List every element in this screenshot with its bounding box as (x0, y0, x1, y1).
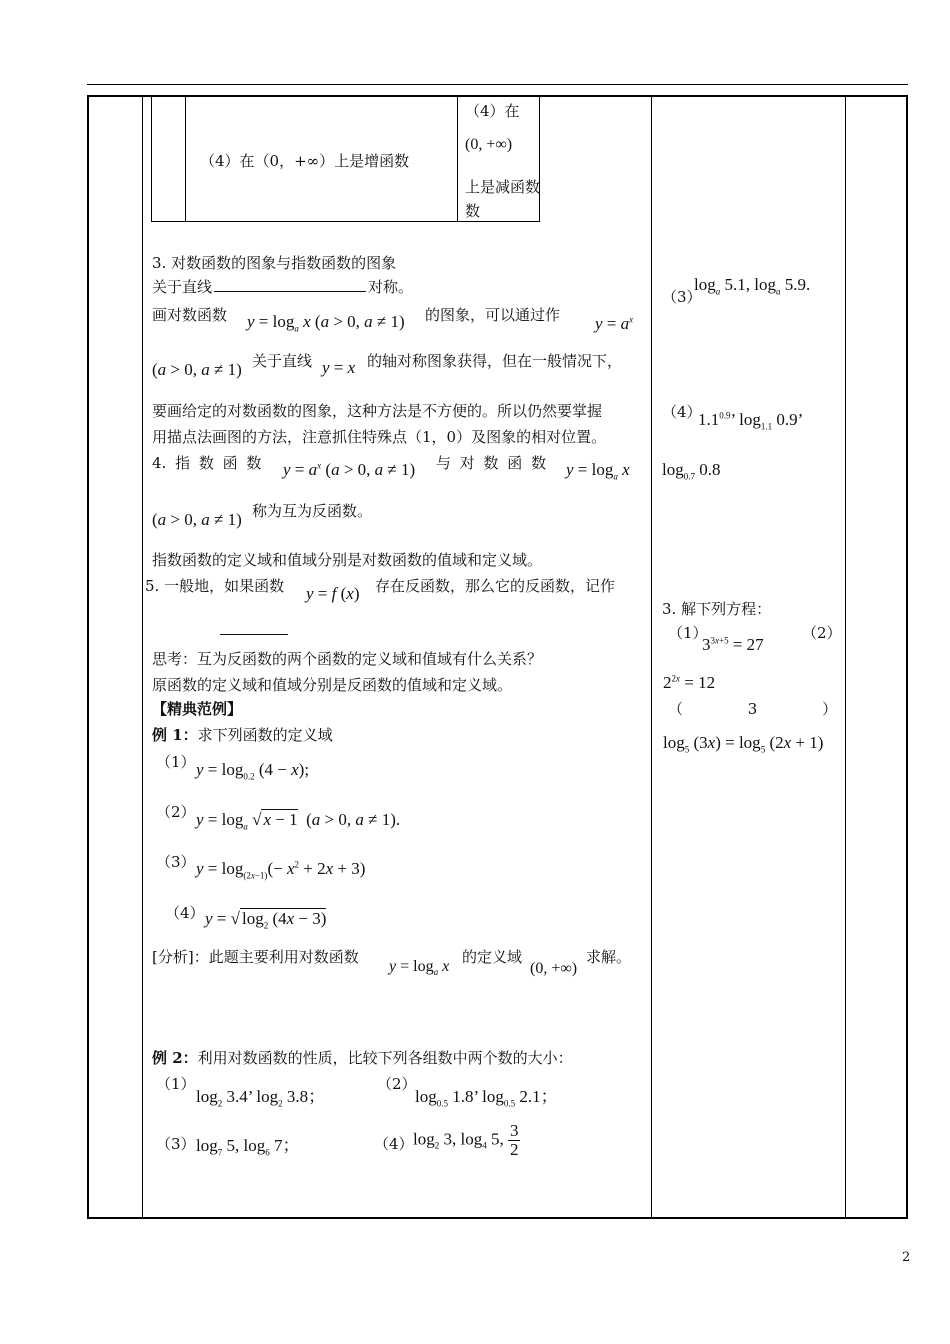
sec4-p1-b: 与 对 数 函 数 (436, 454, 547, 472)
right-item3-label: （3） (662, 288, 702, 306)
right-item4-math: $1.1^{0.9}$’ $\log_{1.1} 0.9$’ (698, 410, 804, 432)
fraction-three-halves: $\frac{3}{2}$ (509, 1121, 519, 1159)
column-divider-3 (845, 95, 846, 1219)
analysis-c: 求解。 (586, 948, 632, 966)
ex1-item3-label: （3） (156, 853, 196, 871)
sec3-p4-b: 的轴对称图象获得，但在一般情况下， (367, 352, 623, 370)
ex2-item1-label: （1） (156, 1075, 196, 1093)
ex2-item2-label: （2） (377, 1075, 417, 1093)
ex2-item1-math: $\log_2 3.4$’ $\log_2 3.8$； (196, 1087, 326, 1109)
sec3-p5: 要画给定的对数函数的图象，这种方法是不方便的。所以仍然要掌握 (152, 402, 603, 420)
sec4-p1-a: 4. 指 数 函 数 (152, 454, 262, 472)
inner-table-divider-a (185, 95, 186, 222)
sec4-p3: 指数函数的定义域和值域分别是对数函数的值域和定义域。 (152, 551, 543, 569)
sec3-p3-a: 画对数函数 (152, 306, 228, 324)
ex1-item3-math: $y = \log_{(2x-1)}(- x^2 + 2x + 3)$ (196, 859, 366, 881)
ex2-item3-label: （3） (156, 1135, 196, 1153)
inner-table-right (539, 95, 540, 222)
ex2-item4-label: （4） (374, 1135, 414, 1153)
blank-line (214, 277, 366, 292)
sec3-p4-math2: y = x (322, 358, 356, 377)
sec3-p3-math: $y = \log_a x$ (a > 0, a ≠ 1) (247, 312, 405, 334)
inner-table-right-line3: 上是减函数 (465, 178, 541, 196)
inner-table-right-line1: （4）在 (465, 102, 520, 120)
sec3-p2-a: 关于直线 (152, 278, 213, 296)
q3-3-label (668, 698, 838, 719)
sec3-p3-math2: $y = a^x$ (595, 314, 634, 333)
sec3-p2-b: 对称。 (368, 278, 414, 296)
ex2-text: 利用对数函数的性质，比较下列各组数中两个数的大小： (197, 1049, 573, 1067)
q3-title: 3. 解下列方程： (662, 600, 772, 618)
right-item3-math: $\log_a 5.1$, $\log_a 5.9$. (694, 275, 811, 297)
sec5-answer: 原函数的定义域和值域分别是反函数的值域和定义域。 (152, 676, 513, 694)
page-number: 2 (902, 1250, 911, 1265)
inner-table-divider-b (457, 95, 458, 222)
inner-table-left-cell: （4）在（0，+∞）上是增函数 (200, 152, 410, 170)
analysis-math: $y = \log_a x$ (389, 958, 450, 978)
q3-1-label: （1） (668, 624, 708, 642)
q3-2-label: （2） (802, 624, 842, 642)
sec4-p1-math: $y = a^x$ (a > 0, a ≠ 1) (283, 460, 416, 479)
table-border-right (906, 95, 908, 1219)
q3-3-math: $\log_5 (3x) = \log_5 (2x + 1)$ (663, 733, 824, 755)
sec3-p1: 3. 对数函数的图象与指数函数的图象 (152, 254, 397, 272)
analysis-a: [分析]：此题主要利用对数函数 (152, 948, 359, 966)
sec3-p3-b: 的图象，可以通过作 (425, 306, 561, 324)
ex1-item4-label: （4） (165, 904, 205, 922)
right-item4-label: （4） (662, 403, 702, 421)
inner-table-bottom (151, 221, 540, 222)
ex2-title (152, 1047, 573, 1068)
q3-3-label-text: （ 3 ） (668, 700, 838, 718)
sec4-p2-math: (a > 0, a ≠ 1) (152, 510, 242, 529)
q3-1-math: $3^{3x+5} = 27$ (702, 635, 764, 654)
examples-heading: 【精典范例】 (152, 700, 243, 718)
ex1-label: 例 1： (152, 726, 198, 744)
sec5-think: 思考：互为反函数的两个函数的定义域和值域有什么关系？ (152, 650, 543, 668)
ex1-item1-math: $y = \log_{0.2} (4 - x)$; (196, 760, 310, 782)
table-border-bottom (87, 1217, 908, 1219)
q3-2-math: $2^{2x} = 12$ (663, 673, 716, 692)
ex2-item4-math: $\log_2 3$, $\log_4 5$, $\frac{3}{2}$ (413, 1121, 519, 1159)
inner-table-left (151, 95, 152, 222)
inner-table-right-line4: 数 (465, 202, 481, 220)
sec3-p4-math: (a > 0, a ≠ 1) (152, 360, 242, 379)
inner-table-right-line2: (0, +∞) (465, 136, 513, 153)
ex1-item2-math: $y = \log_a$ √ x − 1 (a > 0, a ≠ 1). (196, 810, 401, 832)
ex1-item1-label: （1） (156, 753, 196, 771)
ex2-item3-math: $\log_7 5$, $\log_6 7$； (196, 1136, 300, 1158)
analysis-math2: (0, +∞) (530, 960, 578, 977)
ex1-item2-label: （2） (156, 803, 196, 821)
analysis-b: 的定义域 (462, 948, 523, 966)
sec4-p1-math2: $y = \log_a x$ (566, 460, 630, 482)
sec3-p4-a: 关于直线 (252, 352, 313, 370)
sec3-p6: 用描点法画图的方法，注意抓住特殊点（1，0）及图象的相对位置。 (152, 428, 607, 446)
table-border-left (87, 95, 89, 1219)
sec3-p2 (152, 276, 413, 297)
ex1-item4-math: y = √ $\log_2 (4x - 3)$ (205, 909, 327, 931)
ex1-text: 求下列函数的定义域 (197, 726, 333, 744)
sec4-p2-b: 称为互为反函数。 (252, 502, 373, 520)
table-border-top (87, 95, 908, 97)
ex2-item2-math: $\log_{0.5} 1.8$’ $\log_{0.5} 2.1$； (415, 1087, 558, 1109)
right-item4-math2: $\log_{0.7} 0.8$ (662, 460, 721, 482)
header-rule (87, 84, 908, 85)
column-divider-2 (651, 95, 652, 1219)
ex1-title (152, 724, 333, 745)
sec5-p1-math: y = f (x) (306, 584, 360, 603)
ex2-label: 例 2： (152, 1049, 198, 1067)
column-divider-1 (142, 95, 143, 1219)
answer-blank (220, 620, 288, 635)
sec5-p1-b: 存在反函数，那么它的反函数，记作 (375, 577, 616, 595)
sec5-p1-a: 5. 一般地，如果函数 (145, 577, 285, 595)
